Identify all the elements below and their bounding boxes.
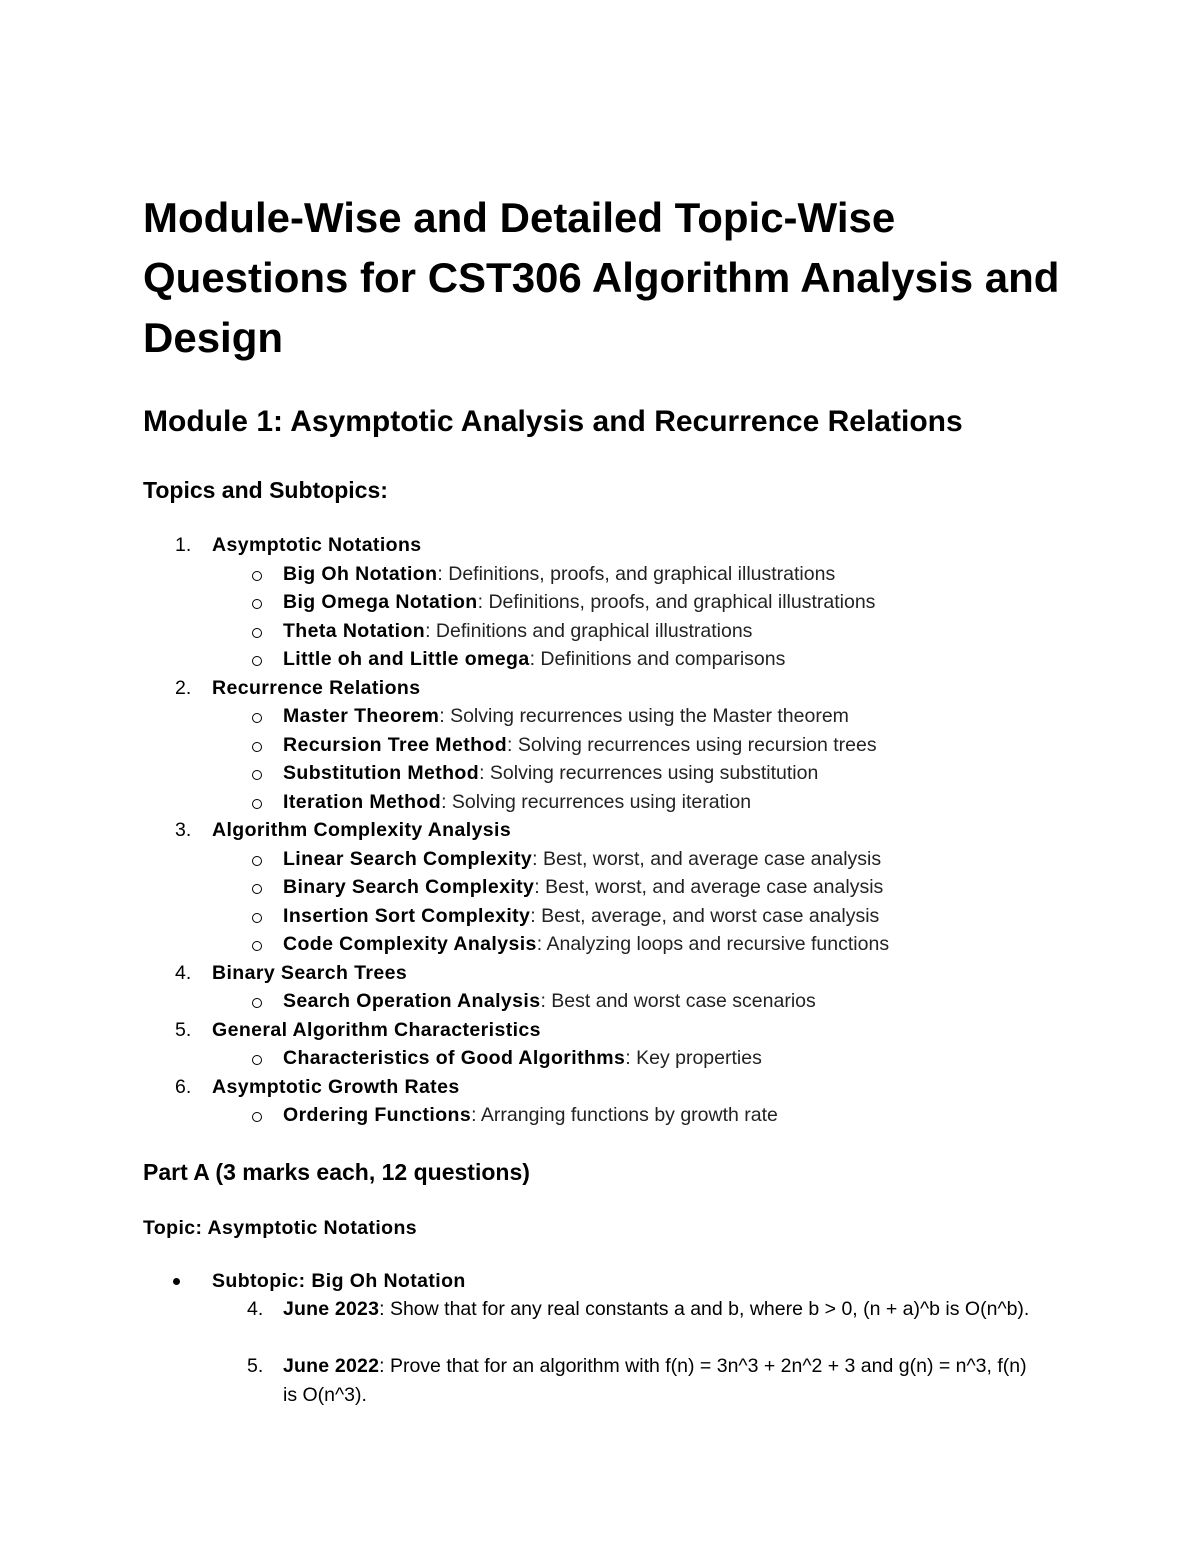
hollow-bullet-icon xyxy=(252,656,262,666)
subtopic-item xyxy=(143,588,1063,617)
topic-label: Asymptotic Growth Rates xyxy=(212,1075,460,1098)
subtopic-desc: : Definitions and graphical illustrations xyxy=(425,619,753,642)
module-heading: Module 1: Asymptotic Analysis and Recurrence Relations xyxy=(143,405,963,438)
hollow-bullet-icon xyxy=(252,1112,262,1122)
topic-label: Algorithm Complexity Analysis xyxy=(212,819,512,841)
subtopic-item xyxy=(143,1044,1063,1073)
topic-item xyxy=(143,1016,1063,1045)
topic-number: 3. xyxy=(175,819,192,841)
subtopic-label: Big Oh Notation xyxy=(283,562,438,585)
subtopic-label: Ordering Functions xyxy=(283,1104,472,1126)
subtopic-desc: : Solving recurrences using the Master theorem xyxy=(439,705,849,727)
topic-number: 2. xyxy=(175,676,192,699)
part-a-heading: Part A (3 marks each, 12 questions) xyxy=(143,1159,530,1185)
subtopic-label: Substitution Method xyxy=(283,762,480,784)
hollow-bullet-icon xyxy=(252,941,262,951)
topic-item xyxy=(143,1073,1063,1102)
subtopic-desc: : Best, average, and worst case analysis xyxy=(530,904,880,927)
subtopic-label: Recursion Tree Method xyxy=(283,733,508,756)
subtopic-item xyxy=(143,788,1063,817)
topic-label: Recurrence Relations xyxy=(212,676,421,699)
topic-number: 1. xyxy=(175,534,192,556)
subtopic-item xyxy=(143,645,1063,674)
topic-label: Binary Search Trees xyxy=(212,961,408,984)
subtopic-label: Characteristics of Good Algorithms xyxy=(283,1047,626,1069)
subtopic-item xyxy=(143,902,1063,931)
topics-list xyxy=(143,531,1063,1130)
subtopic-desc: : Best, worst, and average case analysis xyxy=(532,847,882,870)
subtopic-label: Binary Search Complexity xyxy=(283,876,535,898)
topic-item xyxy=(143,674,1063,703)
subtopic-desc: : Definitions and comparisons xyxy=(529,648,786,670)
subtopic-label: Insertion Sort Complexity xyxy=(283,904,531,927)
hollow-bullet-icon xyxy=(252,599,262,609)
subtopic-item xyxy=(143,930,1063,959)
subtopic-label: Little oh and Little omega xyxy=(283,648,530,670)
question-number: 5. xyxy=(247,1355,264,1377)
subtopic-label: Code Complexity Analysis xyxy=(283,933,537,955)
subtopic-desc: : Solving recurrences using iteration xyxy=(441,790,752,813)
hollow-bullet-icon xyxy=(252,770,262,780)
subtopic-label: Master Theorem xyxy=(283,705,440,727)
hollow-bullet-icon xyxy=(252,1055,262,1065)
subtopic-item xyxy=(143,560,1063,589)
hollow-bullet-icon xyxy=(252,713,262,723)
subtopic-label: Linear Search Complexity xyxy=(283,847,533,870)
subtopic-label: Big Omega Notation xyxy=(283,591,478,613)
subtopic-desc: : Solving recurrences using recursion trees xyxy=(507,733,877,756)
filled-bullet-icon xyxy=(173,1278,180,1285)
subtopic-desc: : Analyzing loops and recursive functions xyxy=(536,933,890,955)
subtopic-item xyxy=(143,1101,1063,1130)
subtopic-desc: : Key properties xyxy=(625,1047,762,1069)
subtopic-desc: : Best and worst case scenarios xyxy=(540,990,816,1012)
subtopic-item xyxy=(143,845,1063,874)
subtopic-item xyxy=(143,759,1063,788)
topic-item xyxy=(143,816,1063,845)
subtopic-label: Theta Notation xyxy=(283,619,426,642)
subtopic-desc: : Arranging functions by growth rate xyxy=(471,1104,778,1126)
topic-item xyxy=(143,531,1063,560)
document-title: Module-Wise and Detailed Topic-Wise Questions for CST306 Algorithm Analysis and Design xyxy=(143,194,1060,361)
question-text: : Show that for any real constants a and b, where b > 0, (n + a)^b is O(n^b). xyxy=(379,1298,1030,1320)
topics-heading: Topics and Subtopics: xyxy=(143,477,388,503)
hollow-bullet-icon xyxy=(252,856,262,866)
hollow-bullet-icon xyxy=(252,913,262,923)
topic-label: General Algorithm Characteristics xyxy=(212,1018,541,1041)
hollow-bullet-icon xyxy=(252,884,262,894)
subtopic-item xyxy=(143,873,1063,902)
question-number: 4. xyxy=(247,1298,264,1320)
subtopic-bullet-label: Subtopic: Big Oh Notation xyxy=(212,1270,466,1292)
topic-number: 6. xyxy=(175,1075,192,1098)
hollow-bullet-icon xyxy=(252,799,262,809)
hollow-bullet-icon xyxy=(252,571,262,581)
hollow-bullet-icon xyxy=(252,998,262,1008)
topic-number: 5. xyxy=(175,1018,192,1041)
subtopic-label: Iteration Method xyxy=(283,790,442,813)
question-text: : Prove that for an algorithm with f(n) = 3n^3 + 2n^2 + 3 and g(n) = n^3, f(n) is O(n^3). xyxy=(283,1355,1027,1406)
subtopic-desc: : Definitions, proofs, and graphical illustrations xyxy=(477,591,876,613)
subtopic-desc: : Best, worst, and average case analysis xyxy=(534,876,884,898)
topic-number: 4. xyxy=(175,961,192,984)
subtopic-item xyxy=(143,617,1063,646)
hollow-bullet-icon xyxy=(252,742,262,752)
question-item xyxy=(143,1352,1063,1409)
subtopic-label: Search Operation Analysis xyxy=(283,990,541,1012)
subtopic-item xyxy=(143,702,1063,731)
question-date: June 2022 xyxy=(283,1355,380,1377)
topic-item xyxy=(143,959,1063,988)
hollow-bullet-icon xyxy=(252,628,262,638)
subtopic-desc: : Solving recurrences using substitution xyxy=(479,762,819,784)
topic-label: Asymptotic Notations xyxy=(212,534,422,556)
question-date: June 2023 xyxy=(283,1298,380,1320)
subtopic-item xyxy=(143,731,1063,760)
subtopic-item xyxy=(143,987,1063,1016)
topic-heading: Topic: Asymptotic Notations xyxy=(143,1217,418,1239)
subtopic-desc: : Definitions, proofs, and graphical illustrations xyxy=(437,562,836,585)
question-item xyxy=(143,1295,1063,1352)
